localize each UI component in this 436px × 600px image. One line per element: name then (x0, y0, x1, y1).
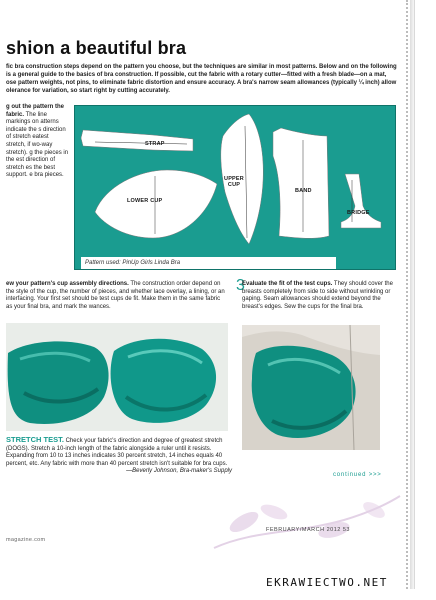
upper-cup-label: UPPER CUP (224, 176, 244, 188)
band-piece (273, 128, 329, 238)
pattern-caption: Pattern used: PinUp Girls Linda Bra (81, 257, 336, 269)
footer-issue-page: FEBRUARY/MARCH 2012 53 (266, 527, 350, 533)
step1-text (6, 104, 70, 180)
lower-cup-piece (95, 170, 217, 238)
pattern-pieces-panel (74, 105, 396, 270)
strap-label: STRAP (145, 141, 165, 147)
pattern-pieces-illustration (75, 106, 397, 271)
bridge-label: BRIDGE (347, 210, 370, 216)
floral-decoration (204, 490, 404, 550)
tip-title: STRETCH TEST. (6, 435, 64, 444)
tip-body: Check your fabric's direction and degree of greatest stretch (DOGS). Stretch a 10-inch length of the fabric alongside a ruler until it resists. Expanding from 10 to 13 inches indicates 30 percent stretch, 14 inches equals 40 percent, etc. Any fabric with more than 40 percent stretch isn't suitable for bra cups. (6, 438, 228, 467)
fit-test-photo (242, 325, 380, 450)
site-watermark: EKRAWIECTWO.NET (266, 576, 388, 589)
lower-cup-label: LOWER CUP (127, 198, 163, 204)
step3-number: 3 (236, 277, 245, 294)
step2-lead: ew your pattern's cup assembly directions. (6, 281, 129, 287)
band-label: BAND (295, 188, 312, 194)
binding-edge (398, 0, 408, 589)
dress-form-image (242, 325, 380, 450)
tip-attribution: —Beverly Johnson, Bra-maker's Supply (126, 468, 232, 475)
step1-lead: g out the pattern the fabric. (6, 104, 64, 118)
satin-cups-image (6, 323, 228, 431)
step3-lead: Evaluate the fit of the test cups. (242, 281, 333, 287)
footer-website: magazine.com (6, 537, 46, 543)
step1-body: The line markings on atterns indicate the s direction of stretch eatest stretch, if wo-way stretch). g the pieces in the est direction of stretch es the best support. e bra pieces. (6, 111, 69, 179)
page-spine (410, 0, 414, 589)
article-title: shion a beautiful bra (6, 38, 187, 58)
article-intro: fic bra construction steps depend on the pattern you choose, but the techniques are similar in most patterns. Below and on the following is a general guide to the basics of bra construction. If possible, cut the fabric with a rotary cutter—fitted with a fresh blade—on a mat, ose pattern weights, not pins, to eliminate fabric distortion and ensure accuracy. A bra's narrow seam allowances (typically ¼ inch) allow olerance for variation, so start right by cutting accurately. (6, 64, 397, 94)
bridge-piece (341, 174, 381, 228)
strap-piece (81, 130, 193, 151)
test-cups-photo (6, 323, 228, 431)
continued-link[interactable]: continued >>> (333, 472, 382, 478)
step2-body: The construction order depend on the style of the cup, the number of pieces, and whether lace overlay, a lining, or an interfacing. Your first set should be test cups de fit. Make them in the same fabric as your final bra, and mark the wances. (6, 281, 225, 310)
stretch-test-tip (6, 436, 232, 476)
magazine-page (6, 0, 415, 589)
step3-text (242, 281, 402, 311)
step3-body: They should cover the breasts completely from side to side without wrinkling or gaping. Seam allowances should extend beyond the breast's edges. Sew the cups for the final bra. (242, 281, 393, 310)
step2-text (6, 281, 226, 311)
